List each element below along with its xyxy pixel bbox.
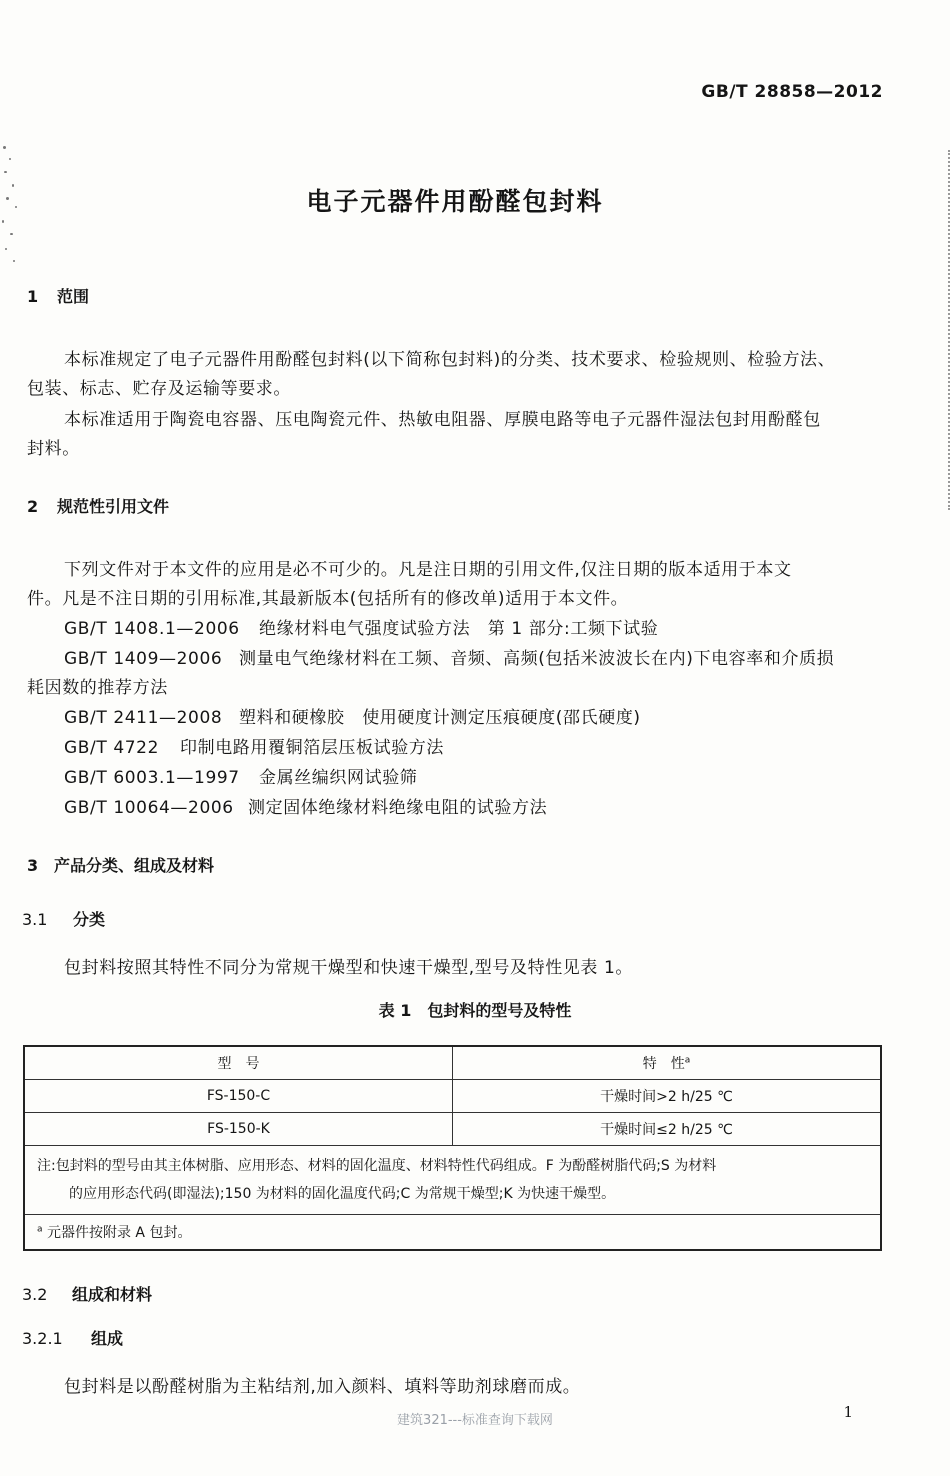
table-cell-property: 干燥时间>2 h/25 ℃: [453, 1080, 882, 1113]
section-3-2-1-heading: 3.2.1 组成: [22, 1329, 124, 1348]
normative-reference: GB/T 6003.1—1997 金属丝编织网试验筛: [64, 768, 418, 788]
standard-number: GB/T 28858—2012: [701, 82, 883, 102]
normative-reference: GB/T 1408.1—2006 绝缘材料电气强度试验方法 第 1 部分:工频下试验: [64, 619, 659, 639]
section-1-para-2-line-2: 封料。: [27, 439, 80, 459]
section-1-heading: 1 范围: [27, 287, 90, 306]
section-3-2-heading: 3.2 组成和材料: [22, 1285, 153, 1304]
table-row: [24, 1113, 881, 1146]
normative-reference: GB/T 2411—2008 塑料和硬橡胶 使用硬度计测定压痕硬度(邵氏硬度): [64, 708, 641, 728]
table-cell-property: 干燥时间≤2 h/25 ℃: [453, 1113, 882, 1146]
section-2-intro-line-2: 件。凡是不注日期的引用标准,其最新版本(包括所有的修改单)适用于本文件。: [27, 589, 629, 609]
section-1-para-1-line-1: 本标准规定了电子元器件用酚醛包封料(以下简称包封料)的分类、技术要求、检验规则、检验方法、: [64, 350, 836, 370]
section-3-1-text: 包封料按照其特性不同分为常规干燥型和快速干燥型,型号及特性见表 1。: [64, 958, 634, 978]
table-header-property: 特 性$^a$: [453, 1046, 882, 1080]
table-header-row: [24, 1046, 881, 1080]
section-2-heading: 2 规范性引用文件: [27, 497, 170, 516]
table-note-row: [24, 1146, 881, 1215]
table-cell-model: FS-150-K: [24, 1113, 453, 1146]
page-number: 1: [843, 1403, 853, 1421]
table-footnote-row: [24, 1215, 881, 1251]
table-1-title: 表 1 包封料的型号及特性: [378, 1001, 572, 1020]
scan-edge-right: [942, 150, 950, 510]
section-3-1-heading: 3.1 分类: [22, 910, 106, 929]
watermark: 建筑321---标准查询下载网: [397, 1413, 553, 1428]
table-cell-model: FS-150-C: [24, 1080, 453, 1113]
section-2-intro-line-1: 下列文件对于本文件的应用是必不可少的。凡是注日期的引用文件,仅注日期的版本适用于本文: [64, 560, 792, 580]
table-1: [23, 1045, 882, 1251]
normative-reference: GB/T 10064—2006 测定固体绝缘材料绝缘电阻的试验方法: [64, 798, 548, 818]
normative-reference-continuation: 耗因数的推荐方法: [27, 678, 168, 698]
normative-reference: GB/T 1409—2006 测量电气绝缘材料在工频、音频、高频(包括米波波长在内)下电容率和介质损: [64, 649, 835, 669]
table-header-model: 型 号: [24, 1046, 453, 1080]
section-1-para-1-line-2: 包装、标志、贮存及运输等要求。: [27, 379, 291, 399]
normative-reference: GB/T 4722 印制电路用覆铜箔层压板试验方法: [64, 738, 444, 758]
document-title: 电子元器件用酚醛包封料: [306, 187, 604, 216]
table-footnote: $^a$ 元器件按附录 A 包封。: [24, 1215, 881, 1251]
section-3-2-1-text: 包封料是以酚醛树脂为主粘结剂,加入颜料、填料等助剂球磨而成。: [64, 1377, 581, 1397]
table-note: 注:包封料的型号由其主体树脂、应用形态、材料的固化温度、材料特性代码组成。F 为酚醛树脂代码;S 为材料 的应用形态代码(即湿法);150 为材料的固化温度代码;C 为常规干燥型;K 为快速干燥型。: [24, 1146, 881, 1215]
table-row: [24, 1080, 881, 1113]
section-3-heading: 3 产品分类、组成及材料: [27, 856, 215, 875]
section-1-para-2-line-1: 本标准适用于陶瓷电容器、压电陶瓷元件、热敏电阻器、厚膜电路等电子元器件湿法包封用酚醛包: [64, 410, 821, 430]
